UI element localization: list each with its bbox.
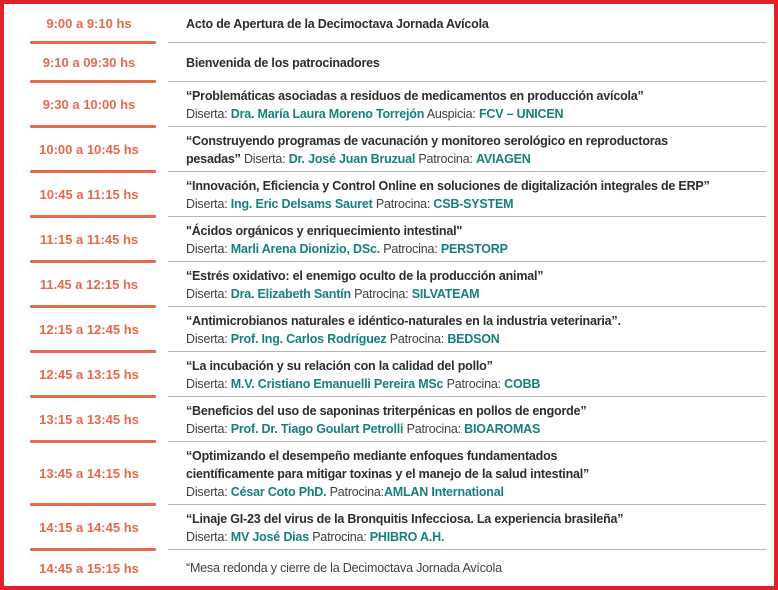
session-title: “Beneficios del uso de saponinas triterpénicas en pollos de engorde” xyxy=(186,403,587,418)
session-text: Diserta: xyxy=(243,151,289,166)
time-label: 11:15 a 11:45 hs xyxy=(39,232,139,247)
session-text: Patrocina: xyxy=(308,529,370,544)
session-line xyxy=(186,132,768,150)
session-text: Diserta: xyxy=(186,196,231,211)
session-line xyxy=(186,312,768,330)
session-text: Diserta: xyxy=(186,376,231,391)
session-cell xyxy=(174,43,774,82)
speaker-name: Marli Arena Dionizio, DSc. xyxy=(230,241,380,256)
schedule-row xyxy=(4,505,774,550)
session-text: Diserta: xyxy=(186,241,231,256)
session-line xyxy=(186,465,768,483)
session-title: “Construyendo programas de vacunación y monitoreo serológico en reproductoras xyxy=(186,133,668,148)
session-text: Diserta: xyxy=(186,421,231,436)
session-title: “Linaje GI-23 del virus de la Bronquitis Infecciosa. La experiencia brasileña” xyxy=(186,511,624,526)
speaker-name: BEDSON xyxy=(447,331,500,346)
session-line xyxy=(186,15,768,33)
time-label: 14:45 a 15:15 hs xyxy=(39,560,139,576)
time-slot-cell xyxy=(4,82,174,127)
session-title: “Problemáticas asociadas a residuos de medicamentos en producción avícola” xyxy=(186,88,644,103)
schedule-row xyxy=(4,43,774,82)
speaker-name: Dr. José Juan Bruzual xyxy=(288,151,416,166)
time-label: 9:00 a 9:10 hs xyxy=(46,16,132,31)
session-text: “Mesa redonda y cierre de la Decimoctava Jornada Avícola xyxy=(186,561,502,575)
time-slot-cell xyxy=(4,43,174,82)
time-slot-cell xyxy=(4,4,174,43)
session-title: “Optimizando el desempeño mediante enfoques fundamentados xyxy=(186,448,558,463)
session-text: Patrocina: xyxy=(379,241,441,256)
session-text: Patrocina: xyxy=(326,484,384,499)
session-title: "Ácidos orgánicos y enriquecimiento intestinal" xyxy=(186,223,463,238)
session-line xyxy=(186,420,768,438)
session-text: Diserta: xyxy=(186,286,231,301)
time-label: 13:45 a 14:15 hs xyxy=(39,466,139,481)
session-text: Patrocina: xyxy=(386,331,448,346)
speaker-name: Dra. Elizabeth Santín xyxy=(230,286,351,301)
session-line xyxy=(186,375,768,393)
session-line xyxy=(186,285,768,303)
session-line xyxy=(186,483,768,501)
session-cell xyxy=(174,82,774,127)
session-line xyxy=(186,105,768,123)
schedule-row xyxy=(4,4,774,43)
time-label: 12:45 a 13:15 hs xyxy=(39,367,139,382)
time-slot-cell xyxy=(4,262,174,307)
session-line xyxy=(186,150,768,168)
session-cell xyxy=(174,127,774,172)
speaker-name: Prof. Ing. Carlos Rodríguez xyxy=(230,331,387,346)
session-text: Patrocina: xyxy=(403,421,465,436)
session-text: Patrocina: xyxy=(415,151,476,166)
session-text: Patrocina: xyxy=(372,196,434,211)
schedule-row xyxy=(4,397,774,442)
speaker-name: Prof. Dr. Tiago Goulart Petrolli xyxy=(230,421,404,436)
time-label: 10:45 a 11:15 hs xyxy=(39,187,139,202)
session-title: pesadas” xyxy=(186,151,244,166)
session-line xyxy=(186,402,768,420)
time-slot-cell xyxy=(4,352,174,397)
session-cell xyxy=(174,307,774,352)
speaker-name: M.V. Cristiano Emanuelli Pereira MSc xyxy=(230,376,444,391)
session-line xyxy=(186,330,768,348)
session-line xyxy=(186,447,768,465)
time-slot-cell xyxy=(4,217,174,262)
time-label: 13:15 a 13:45 hs xyxy=(39,412,139,427)
schedule-row xyxy=(4,550,774,586)
speaker-name: COBB xyxy=(504,376,541,391)
session-cell xyxy=(174,505,774,550)
session-line xyxy=(186,177,768,195)
speaker-name: CSB-SYSTEM xyxy=(433,196,514,211)
schedule-row xyxy=(4,82,774,127)
time-label: 14:15 a 14:45 hs xyxy=(39,520,139,535)
session-cell xyxy=(174,172,774,217)
session-title: Acto de Apertura de la Decimoctava Jornada Avícola xyxy=(186,16,489,31)
time-label: 12:15 a 12:45 hs xyxy=(39,322,139,337)
session-line xyxy=(186,87,768,105)
session-line xyxy=(186,54,768,72)
time-slot-cell xyxy=(4,127,174,172)
speaker-name: BIOAROMAS xyxy=(464,421,541,436)
time-slot-cell xyxy=(4,505,174,550)
session-text: Diserta: xyxy=(186,529,231,544)
session-text: Patrocina: xyxy=(443,376,505,391)
session-title: “Estrés oxidativo: el enemigo oculto de la producción animal” xyxy=(186,268,544,283)
speaker-name: AMLAN International xyxy=(383,484,504,499)
session-cell xyxy=(174,4,774,43)
session-line xyxy=(186,267,768,285)
session-line xyxy=(186,222,768,240)
session-text: Diserta: xyxy=(186,106,231,121)
schedule-row xyxy=(4,217,774,262)
session-title: Bienvenida de los patrocinadores xyxy=(186,55,380,70)
time-label: 11.45 a 12:15 hs xyxy=(39,277,139,292)
session-cell xyxy=(174,442,774,505)
speaker-name: PHIBRO A.H. xyxy=(369,529,445,544)
session-cell xyxy=(174,217,774,262)
time-label: 9:30 a 10:00 hs xyxy=(42,97,136,112)
session-cell xyxy=(174,550,774,586)
time-slot-cell xyxy=(4,550,174,586)
session-text: Diserta: xyxy=(186,484,231,499)
session-line xyxy=(186,195,768,213)
session-title: “Innovación, Eficiencia y Control Online en soluciones de digitalización integrales de ERP” xyxy=(186,178,710,193)
speaker-name: MV José Dias xyxy=(230,529,309,544)
time-slot-cell xyxy=(4,397,174,442)
schedule-row xyxy=(4,307,774,352)
schedule-row xyxy=(4,262,774,307)
time-slot-cell xyxy=(4,442,174,505)
speaker-name: PERSTORP xyxy=(440,241,508,256)
time-label: 9:10 a 09:30 hs xyxy=(42,55,136,70)
session-line xyxy=(186,357,768,375)
speaker-name: AVIAGEN xyxy=(475,151,531,166)
time-slot-cell xyxy=(4,172,174,217)
speaker-name: Ing. Eric Delsams Sauret xyxy=(230,196,373,211)
schedule-table xyxy=(4,4,774,586)
session-line xyxy=(186,510,768,528)
session-text: Patrocina: xyxy=(350,286,412,301)
schedule-row xyxy=(4,172,774,217)
session-cell xyxy=(174,397,774,442)
session-text: Auspicia: xyxy=(424,106,479,121)
speaker-name: FCV – UNICEN xyxy=(478,106,564,121)
session-cell xyxy=(174,262,774,307)
speaker-name: César Coto PhD. xyxy=(230,484,327,499)
time-slot-cell xyxy=(4,307,174,352)
session-line xyxy=(186,559,768,577)
session-text: Diserta: xyxy=(186,331,231,346)
session-cell xyxy=(174,352,774,397)
session-title: “Antimicrobianos naturales e idéntico-naturales en la industria veterinaria”. xyxy=(186,313,621,328)
time-label: 10:00 a 10:45 hs xyxy=(39,142,139,157)
schedule-row xyxy=(4,442,774,505)
session-title: científicamente para mitigar toxinas y el manejo de la salud intestinal” xyxy=(186,466,590,481)
session-title: “La incubación y su relación con la calidad del pollo” xyxy=(186,358,493,373)
schedule-row xyxy=(4,127,774,172)
speaker-name: Dra. María Laura Moreno Torrejón xyxy=(230,106,425,121)
session-line xyxy=(186,240,768,258)
schedule-row xyxy=(4,352,774,397)
speaker-name: SILVATEAM xyxy=(411,286,480,301)
session-line xyxy=(186,528,768,546)
